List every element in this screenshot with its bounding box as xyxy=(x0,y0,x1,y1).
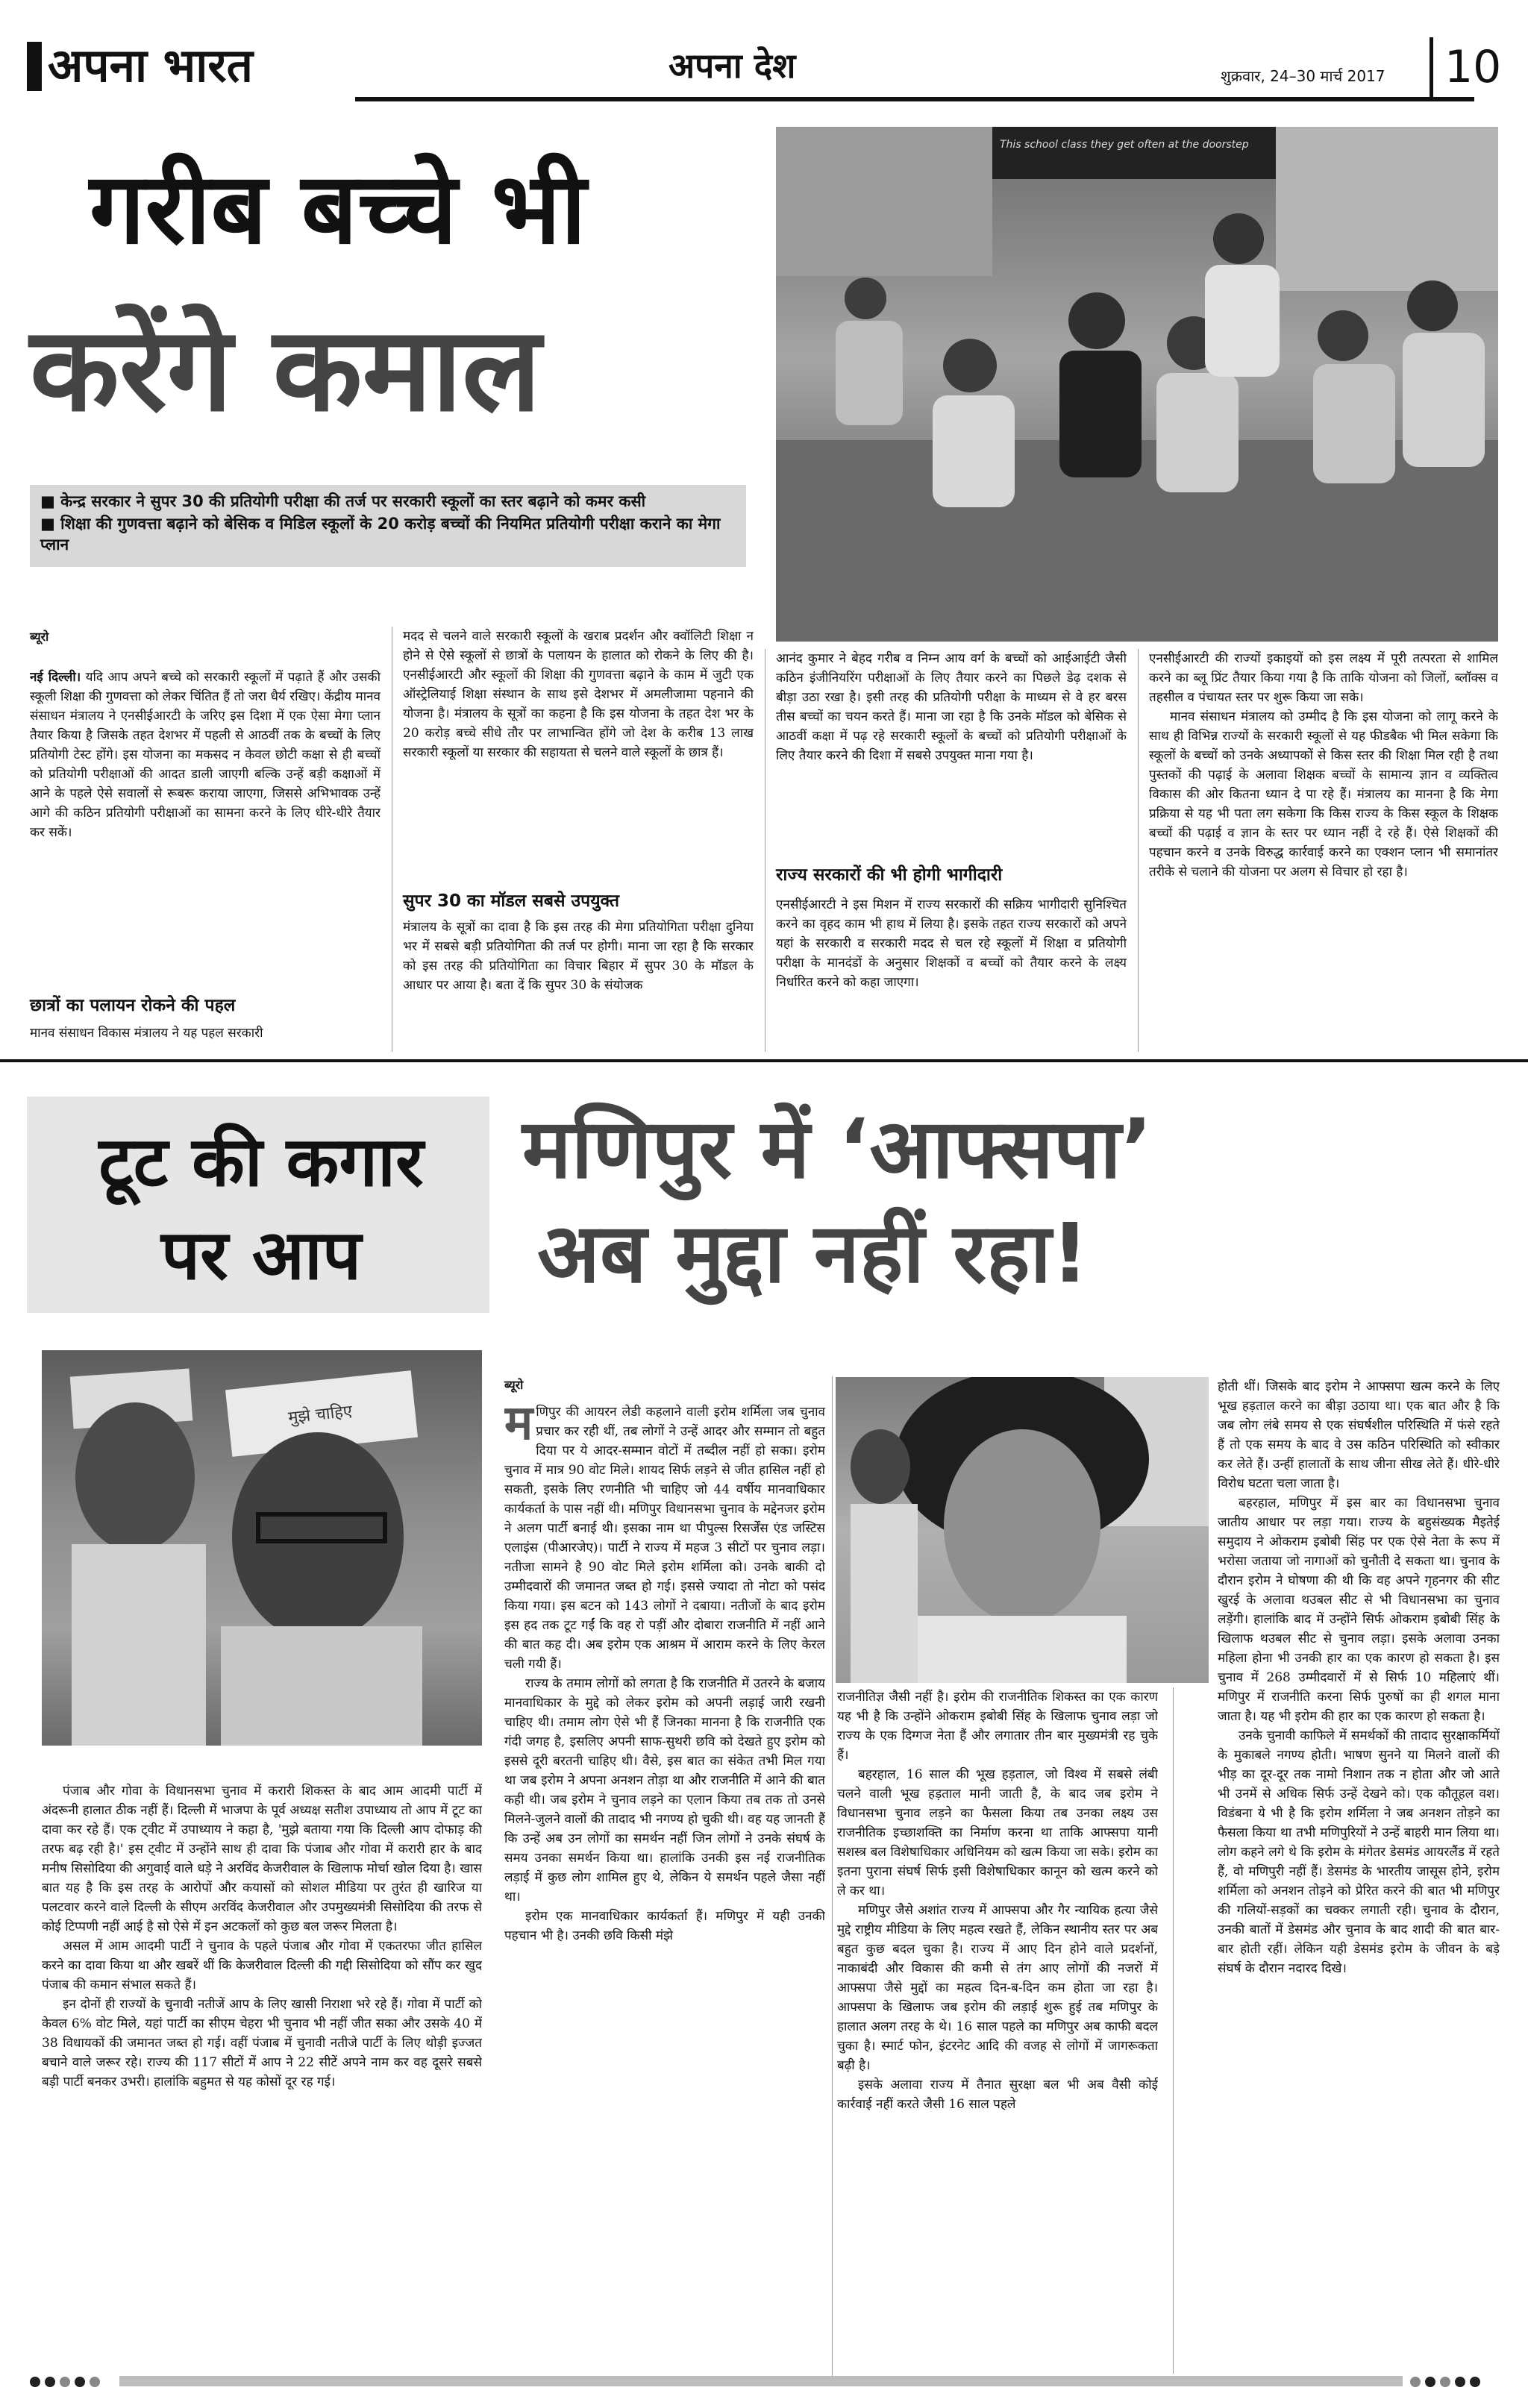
story3-col3-text-3: उनके चुनावी काफिले में समर्थकों की तादाद सुरक्षाकर्मियों के मुकाबले नगण्य होती। भाषण सुनने या मिलने वालों की भीड़ का दूर-दूर तक नामो निशान तक न होता और जो आते भी उनमें से अधिक सिर्फ उन्हें देखने को। एक कौतूहल वश। विडंबना ये भी है कि इरोम शर्मिला ने जब अनशन तोड़ने का फैसला किया था तभी मणिपुरियों ने उन्हें बाहरी मान लिया था। लोग कहने लगे थे कि इरोम के मंगेतर डेसमंड आयरलैंड में रहते हैं, वो मणिपुरी नहीं हैं। डेसमंड के भारतीय जासूस होने, इरोम शर्मिला को अनशन तोड़ने को प्रेरित करने की बात भी मणिपुर की गलियों-सड़कों का चक्कर लगाती रही। चुनाव के दौरान, उनकी बातों में डेसमंड और चुनाव के बाद शादी की बात बार-बार होती रहीं। लेकिन यही डेसमंड इरोम के जीवन के बड़े संघर्ष के दौरान नदारद दिखे। xyxy=(1218,1728,1500,1976)
story1-col1-tail: मानव संसाधन विकास मंत्रालय ने यह पहल सरकारी xyxy=(30,1026,263,1041)
masthead xyxy=(27,30,1501,104)
story3-col1-text: णिपुर की आयरन लेडी कहलाने वाली इरोम शर्मिला जब चुनाव प्रचार कर रही थीं, तब लोगों ने उन्हें आदर और सम्मान तो बहुत दिया पर ये आदर-सम्मान वोटों में तब्दील नहीं हो सका। इरोम चुनाव में मात्र 90 वोट मिले। शायद सिर्फ लड़ने से जीत हासिल नहीं हो सकती, इसके लिए रणनीति भी चाहिए जो 44 वर्षीय मानवाधिकार कार्यकर्ता के पास नहीं थी। मणिपुर विधानसभा चुनाव के मद्देनजर इरोम ने अलग पार्टी बनाई थी। इसका नाम था पीपुल्स रिसर्जेंस एंड जस्टिस एलाइंस (पीआरजेए)। पार्टी ने राज्य में महज 3 सीटों पर चुनाव लड़ा। नतीजा सामने है 90 वोट मिले इरोम शर्मिला को। उनके बाकी दो उम्मीदवारों की जमानत जब्त हो गई। इससे ज्यादा तो नोटा को पसंद किया गया। इस बटन को 143 लोगों ने दबाया। नतीजों के बाद इरोम इस हद तक टूट गईं कि वह रो पड़ीं और दोबारा राजनीति में नहीं आने की बात कह दी। अब इरोम एक आश्रम में आराम करने के लिए केरल चली गयी हैं। xyxy=(504,1405,825,1672)
footer-rule xyxy=(119,2376,1403,2386)
story1-headline-1: गरीब बच्चे भी xyxy=(90,151,586,266)
story1-col4-text: एनसीईआरटी की राज्यों इकाइयों को इस लक्ष्य में पूरी तत्परता से शामिल करने का ब्लू प्रिंट तैयार किया गया है कि ताकि योजना को जिलों, ब्लॉक्स व तहसील व पंचायत स्तर पर शुरू किया जा सके। xyxy=(1149,651,1498,705)
story1-bullet-text-1: केन्द्र सरकार ने सुपर 30 की प्रतियोगी परीक्षा की तर्ज पर सरकारी स्कूलों का स्तर बढ़ाने को कमर कसी xyxy=(60,492,646,510)
kejriwal-photo xyxy=(42,1350,482,1746)
story1-bullet: ■ शिक्षा की गुणवत्ता बढ़ाने को बेसिक व मिडिल स्कूलों के 20 करोड़ बच्चों की नियमित प्रतियोगी परीक्षा कराने का मेगा प्लान xyxy=(40,515,721,554)
irom-photo-art xyxy=(836,1377,1209,1683)
story1-col3: आनंद कुमार ने बेहद गरीब व निम्न आय वर्ग के बच्चों को आईआईटी जैसी कठिन इंजीनियरिंग परीक्षाओं के लिए तैयार करने का पिछले डेढ़ दशक से बीड़ा उठा रखा है। इसी तरह की प्रतियोगी परीक्षा के माध्यम से वे हर बरस तीस बच्चों का चयन करते हैं। माना जा रहा है कि उनके मॉडल को बेसिक से आठवीं कक्षा में पढ़ रहे सरकारी स्कूलों के बच्चों को प्रतियोगी परीक्षाओं के लिए तैयार करने की दिशा में सबसे उपयुक्त माना गया है। xyxy=(776,651,1127,763)
dot xyxy=(1440,2377,1450,2387)
story1-bullet-text-2: शिक्षा की गुणवत्ता बढ़ाने को बेसिक व मिडिल स्कूलों के 20 करोड़ बच्चों की नियमित प्रतियोगी परीक्षा कराने का मेगा प्लान xyxy=(40,515,721,554)
story1-subhead-2: सुपर 30 का मॉडल सबसे उपयुक्त xyxy=(403,891,619,911)
story2-col xyxy=(42,1781,482,2378)
issue-date: शुक्रवार, 24–30 मार्च 2017 xyxy=(1221,67,1385,85)
dot xyxy=(45,2377,55,2387)
cap-text: मुझे चाहिए xyxy=(287,1402,354,1428)
story1-bullet: ■ केन्द्र सरकार ने सुपर 30 की प्रतियोगी परीक्षा की तर्ज पर सरकारी स्कूलों का स्तर बढ़ाने को कमर कसी xyxy=(40,492,646,510)
classroom-photo xyxy=(776,127,1498,642)
story3-col2-text-2: बहरहाल, 16 साल की भूख हड़ताल, जो विश्व में सबसे लंबी चलने वाली भूख हड़ताल मानी जाती है, के बाद जब इरोम ने विधानसभा चुनाव लड़ने का फैसला किया तब उनका लक्ष्य उस राजनीतिक इच्छाशक्ति का निर्माण करना था ताकि आफ्सपा यानी सशस्त्र बल विशेषाधिकार अधिनियम को खत्म किया जा सके। इरोम का इतना पुराना संघर्ष सिर्फ इसी विशेषाधिकार कानून को खत्म करने को ले कर था। xyxy=(837,1767,1158,1899)
masthead-black-bar xyxy=(27,42,42,91)
dot xyxy=(1455,2377,1465,2387)
story3-col3-text: होती थीं। जिसके बाद इरोम ने आफ्सपा खत्म करने के लिए भूख हड़ताल करने का बीड़ा उठाया था। एक बात और है कि जब लोग लंबे समय से एक संघर्षशील परिस्थिति में फंसे रहते हैं तो एक समय के बाद वे उस कठिन परिस्थिति को स्वीकार कर लेते हैं। उन्हीं हालातों के साथ जीना सीख लेते हैं। धीरे-धीरे विरोध घटता चला जाता है। xyxy=(1218,1379,1500,1491)
story3-col3 xyxy=(1218,1377,1500,2377)
story2-headline-2: पर आप xyxy=(160,1215,362,1295)
page-number-divider xyxy=(1430,37,1433,100)
paper-name: अपना भारत xyxy=(48,38,253,93)
story3-col2-text: राजनीतिज्ञ जैसी नहीं है। इरोम की राजनीतिक शिकस्त का एक कारण यह भी है कि उन्होंने ओकराम इबोबी सिंह के खिलाफ चुनाव लड़ा जो राज्य के एक दिग्गज नेता हैं और लगातार तीन बार मुख्यमंत्री रह चुके हैं। xyxy=(837,1690,1158,1763)
dot xyxy=(90,2377,100,2387)
dot xyxy=(60,2377,70,2387)
dot xyxy=(30,2377,40,2387)
dot xyxy=(1410,2377,1421,2387)
story1-col1-text: यदि आप अपने बच्चे को सरकारी स्कूलों में पढ़ाते हैं और उसकी स्कूली शिक्षा की गुणवत्ता को लेकर चिंतित हैं तो जरा धैर्य रखिए। केंद्रीय मानव संसाधन मंत्रालय ने एनसीईआरटी के जरिए इस दिशा में एक ऐसा मेगा प्लान तैयार किया है जिसके तहत देशभर में पहली से आठवीं तक के बच्चों के लिए प्रतियोगी टेस्ट होंगे। इस योजना का मकसद न केवल छोटी कक्षा से ही बच्चों को प्रतियोगी परीक्षाओं की आदत डाली जाएगी बल्कि उन्हें बड़ी कक्षाओं में आने के पहले ऐसे सवालों से रूबरू कराया जाएगा, जिससे अभिभावक उन्हें आगे की कठिन प्रतियोगी परीक्षाओं का सामना करने के लिए धीरे-धीरे तैयार कर सकें। xyxy=(30,670,381,840)
story3-col2 xyxy=(837,1687,1158,2374)
divider xyxy=(1138,649,1139,1052)
story1-subhead-3: राज्य सरकारों की भी होगी भागीदारी xyxy=(776,865,1003,885)
story1-byline: ब्यूरो xyxy=(30,630,49,644)
divider xyxy=(1173,1687,1174,2374)
masthead-rule xyxy=(355,97,1474,101)
story1-col2-tail: मंत्रालय के सूत्रों का दावा है कि इस तरह की मेगा प्रतियोगिता परीक्षा दुनिया भर में सबसे बड़ी प्रतियोगिता की तर्ज पर होगी। माना जा रहा है कि सरकार को इस तरह की प्रतियोगिता का विचार बिहार में सुपर 30 के मॉडल के आधार पर आया है। बता दें कि सुपर 30 के संयोजक xyxy=(403,920,754,993)
story1-headline-2: करेंगे कमाल xyxy=(30,301,542,437)
classroom-photo-art xyxy=(776,127,1498,642)
story1-bullets-box xyxy=(30,485,746,567)
story3-byline: ब्यूरो xyxy=(504,1378,524,1392)
story2-text-1: पंजाब और गोवा के विधानसभा चुनाव में करारी शिकस्त के बाद आम आदमी पार्टी में अंदरूनी हालात ठीक नहीं हैं। दिल्ली में भाजपा के पूर्व अध्यक्ष सतीश उपाध्याय तो आप में टूट का दावा कर रहे हैं। एक ट्वीट में उपाध्याय ने कहा है, 'मुझे बताया गया कि दिल्ली आप दोफाड़ की तरफ बढ़ रही है।' इस ट्वीट में उन्होंने साथ ही दावा कि पंजाब और गोवा में करारी हार के बाद मनीष सिसोदिया की अगुवाई वाले धड़े ने अरविंद केजरीवाल के खिलाफ मोर्चा खोल दिया है। खास बात यह है कि इस तरह के आरोपों और कयासों को सोशल मीडिया पर तुरंत ही खारिज या पलटवार करने वाले दिल्ली के सीएम अरविंद केजरीवाल और उपमुख्यमंत्री सिसोदिया की तरफ से कोई टिप्पणी नहीं आई है सो ऐसे में इन अटकलों को कुछ बल जरूर मिलता है। xyxy=(42,1784,482,1934)
footer-dots-left xyxy=(30,2376,104,2390)
story3-col2-text-3: मणिपुर जैसे अशांत राज्य में आफ्सपा और गैर न्यायिक हत्या जैसे मुद्दे राष्ट्रीय मीडिया के लिए महत्व रखते हैं, लेकिन स्थानीय स्तर पर अब बहुत कुछ बदल चुका है। राज्य में आए दिन होने वाले प्रदर्शनों, नाकाबंदी और विकास की कमी से तंग आए लोगों की नजरों में आफ्सपा जैसे मुद्दों का महत्व दिन-ब-दिन कम होता जा रहा है। आफ्सपा के खिलाफ जब इरोम की लड़ाई शुरू हुई तब मणिपुर के हालात अलग तरह के थे। 16 साल पहले का मणिपुर अब काफी बदल चुका है। स्मार्ट फोन, इंटरनेट आदि की वजह से लोगों में जागरूकता बढ़ी है। xyxy=(837,1903,1158,2073)
story1-col1 xyxy=(30,668,381,1018)
section-rule xyxy=(0,1059,1528,1062)
dot xyxy=(1425,2377,1435,2387)
irom-sharmila-photo xyxy=(836,1377,1209,1683)
blackboard-text: This school class they get often at the doorstep xyxy=(1000,139,1249,151)
story1-col4 xyxy=(1149,649,1498,1052)
page-number: 10 xyxy=(1444,41,1502,93)
story3-col1-text-3: इरोम एक मानवाधिकार कार्यकर्ता हैं। मणिपुर में यही उनकी पहचान भी है। उनकी छवि किसी मंझे xyxy=(504,1909,825,1943)
story1-subhead-1: छात्रों का पलायन रोकने की पहल xyxy=(30,996,236,1015)
story3-col1-text-2: राज्य के तमाम लोगों को लगता है कि राजनीति में उतरने के बजाय मानवाधिकार के मुद्दे को लेकर इरोम को अपनी लड़ाई जारी रखनी चाहिए थी। तमाम लोग ऐसे भी हैं जिनका मानना है कि राजनीति एक गंदी जगह है, इसलिए अपनी साफ-सुथरी छवि को देखते हुए इरोम को इससे दूरी बरतनी चाहिए थी। वैसे, इस बात का संकेत तभी मिल गया था जब इरोम ने अपना अनशन तोड़ा था और राजनीति में आने की बात कही थी। जब इरोम ने चुनाव लड़ने का एलान किया तब तक तो उनसे मिलने-जुलने वालों की तादाद भी नगण्य हो चुकी थी। वह यह जानती हैं कि उन्हें अब उन लोगों का समर्थन नहीं जिन लोगों ने उनके संघर्ष के समय उनका समर्थन किया था। हालांकि उनकी इस नई राजनीतिक लड़ाई में कुछ लोग शामिल हुए थे, लेकिन ये समर्थन पहले जैसा नहीं था। xyxy=(504,1676,825,1904)
dot xyxy=(75,2377,85,2387)
story3-headline-2: अब मुद्दा नहीं रहा! xyxy=(537,1205,1089,1301)
story1-col2: मदद से चलने वाले सरकारी स्कूलों के खराब प्रदर्शन और क्वॉलिटी शिक्षा न होने से ऐसे स्कूलों से छात्रों के पलायन के हालात को रोकने के लिए की है। एनसीईआरटी और स्कूलों की शिक्षा की गुणवत्ता बढ़ाने के काम में जुटी एक ऑस्ट्रेलियाई शिक्षा संस्थान के साथ इसे देशभर में अमलीजामा पहनाने की योजना है। मंत्रालय के सूत्रों का कहना है कि इस योजना के तहत देश भर के 20 करोड़ बच्चे सीधे तौर पर लाभान्वित होंगे जो देश के करीब 13 लाख सरकारी स्कूलों या सरकार की सहायता से चलने वाले स्कूलों के छात्र हैं। xyxy=(403,629,754,760)
story3-dropcap: म xyxy=(504,1402,533,1451)
story3-col3-text-2: बहरहाल, मणिपुर में इस बार का विधानसभा चुनाव जातीय आधार पर लड़ा गया। राज्य के बहुसंख्यक मैइतेई समुदाय ने ओकराम इबोबी सिंह पर एक ऐसे नेता के रूप में भरोसा जताया जो नागाओं को चुनौती दे सकता था। चुनाव के दौरान इरोम ने घोषणा की थी कि वह अपने गृहनगर की सीट खुरई के अलावा थउबल सीट से भी विधानसभा का चुनाव लड़ेंगी। हालांकि बाद में उन्होंने सिर्फ ओकराम इबोबी सिंह के खिलाफ थउबल सीट से चुनाव लड़ा। इसके अलावा उनका महिला होना भी उनकी हार का एक कारण हो सकता है। इस चुनाव में 268 उम्मीदवारों में से सिर्फ 10 महिलाएं थीं। मणिपुर में राजनीति करना सिर्फ पुरुषों का ही शगल माना जाता है। यह भी इरोम की हार का एक कारण हो सकता है। xyxy=(1218,1496,1500,1724)
section-name: अपना देश xyxy=(668,46,796,86)
story1-col3-tail: एनसीईआरटी ने इस मिशन में राज्य सरकारों की सक्रिय भागीदारी सुनिश्चित करने का वृहद काम भी हाथ में लिया है। इसके तहत राज्य सरकारों को अपने यहां के सरकारी व सरकारी मदद से चल रहे स्कूलों में शिक्षा व प्रतियोगी परीक्षा के मानदंडों के अनुसार शिक्षकों व बच्चों को तैयार करने के लक्ष्य निर्धारित करने को कहा जाएगा। xyxy=(776,897,1127,990)
kejriwal-photo-art xyxy=(42,1350,482,1746)
story1-col4-tail: मानव संसाधन मंत्रालय को उम्मीद है कि इस योजना को लागू करने के साथ ही विभिन्न राज्यों के सरकारी स्कूलों से यह फीडबैक भी मिल सकेगा कि स्कूलों के बच्चों को उनके अध्यापकों से किस स्तर की शिक्षा मिल रही है तथा पुस्तकों की पढ़ाई के अलावा शिक्षक बच्चों के सामान्य ज्ञान व व्यक्तित्व विकास की ओर कितना ध्यान दे पा रहे हैं। मंत्रालय का मानना है कि मेगा प्रक्रिया से यह भी पता लग सकेगा कि किस राज्य के किस स्कूल के शिक्षक बच्चों की पढ़ाई व ज्ञान के स्तर पर ध्यान नहीं दे रहे हैं। ऐसे शिक्षकों की पहचान करने व उनके विरुद्ध कार्रवाई करने का एक्शन प्लान भी समानांतर तरीके से चलाने की योजना पर अलग से विचार हो रहा है। xyxy=(1149,709,1498,880)
story2-headline-1: टूट की कगार xyxy=(98,1122,424,1202)
dot xyxy=(1470,2377,1480,2387)
divider xyxy=(832,1376,833,2376)
footer-dots-right xyxy=(1410,2376,1485,2390)
story3-col2-text-4: इसके अलावा राज्य में तैनात सुरक्षा बल भी अब वैसी कोई कार्रवाई नहीं करते जैसी 16 साल पहले xyxy=(837,2078,1158,2112)
story3-headline-1: मणिपुर में ‘आफ्सपा’ xyxy=(522,1101,1153,1197)
story2-text-2: असल में आम आदमी पार्टी ने चुनाव के पहले पंजाब और गोवा में एकतरफा जीत हासिल करने का दावा किया था और खबरें थीं कि केजरीवाल दिल्ली की गद्दी सिसोदिया को सौंप कर खुद पंजाब की कमान संभाल सकते हैं। xyxy=(42,1939,482,1992)
story3-col1 xyxy=(504,1402,825,2372)
story1-dateline: नई दिल्ली। xyxy=(30,670,81,685)
story2-text-3: इन दोनों ही राज्यों के चुनावी नतीजें आप के लिए खासी निराशा भरे रहे हैं। गोवा में पार्टी को केवल 6% वोट मिले, यहां पार्टी का सीएम चेहरा भी चुनाव भी नहीं जीत सका और उसके 40 में 38 विधायकों की जमानत जब्त हो गई। वहीं पंजाब में चुनावी नतीजे पार्टी के लिए थोड़ी इज्जत बचाने वाले जरूर रहे। राज्य की 117 सीटों में आप ने 22 सीटें अपने नाम कर वह दूसरे सबसे बड़ी पार्टी बनकर उभरी। हालांकि बहुमत से यह कोसों दूर रह गई। xyxy=(42,1997,482,2089)
